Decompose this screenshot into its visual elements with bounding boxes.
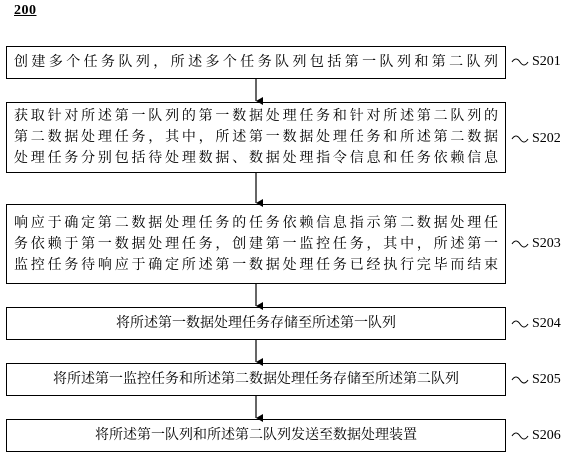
leader-s201 (512, 59, 528, 65)
step-label-s202: S202 (532, 131, 561, 146)
step-text-s204 (14, 313, 498, 334)
step-text-s205 (14, 369, 498, 390)
step-label-s206: S206 (532, 428, 561, 443)
leader-s204 (512, 321, 528, 327)
leader-s202 (512, 136, 528, 142)
step-label-s205: S205 (532, 372, 561, 387)
step-text-s201 (14, 52, 498, 73)
step-line: 处理任务分别包括待处理数据、数据处理指令信息和任务依赖信息 (14, 150, 498, 166)
leader-s203 (512, 241, 528, 247)
step-label-s201: S201 (532, 54, 561, 69)
step-line: 创建多个任务队列，所述多个任务队列包括第一队列和第二队列 (14, 54, 498, 70)
step-box-s201 (6, 46, 506, 79)
step-text-s203 (14, 213, 498, 276)
step-line: 将所述第一数据处理任务存储至所述第一队列 (116, 315, 396, 331)
step-line: 将所述第一监控任务和所述第二数据处理任务存储至所述第二队列 (53, 371, 459, 387)
step-box-s206 (6, 419, 506, 452)
leader-s205 (512, 377, 528, 383)
figure-number: 200 (14, 3, 37, 18)
step-label-s203: S203 (532, 236, 561, 251)
leader-s206 (512, 433, 528, 439)
step-box-s202 (6, 102, 506, 173)
step-line: 获取针对所述第一队列的第一数据处理任务和针对所述第二队列的 (14, 108, 498, 124)
step-box-s205 (6, 363, 506, 396)
step-line: 第二数据处理任务，其中，所述第一数据处理任务和所述第二数据 (14, 129, 498, 145)
step-label-s204: S204 (532, 316, 561, 331)
step-line: 监控任务待响应于确定所述第一数据处理任务已经执行完毕而结束 (14, 256, 498, 273)
step-text-s206 (14, 425, 498, 446)
step-box-s204 (6, 307, 506, 340)
step-text-s202 (14, 106, 498, 169)
step-line: 务依赖于第一数据处理任务，创建第一监控任务，其中，所述第一 (14, 235, 498, 252)
step-line: 将所述第一队列和所述第二队列发送至数据处理装置 (95, 427, 417, 443)
step-box-s203 (6, 204, 506, 284)
step-line: 响应于确定第二数据处理任务的任务依赖信息指示第二数据处理任 (14, 214, 498, 231)
